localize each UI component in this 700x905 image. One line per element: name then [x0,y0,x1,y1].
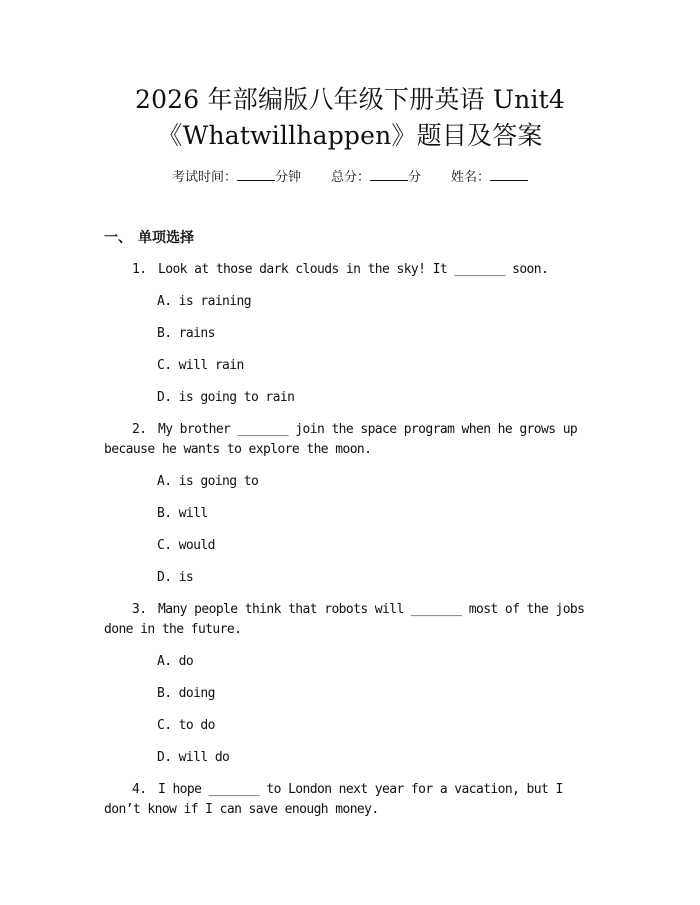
exam-score-unit: 分 [408,170,422,185]
exam-name-label: 姓名： [451,170,491,185]
question-3-option-c: C. to do [157,718,215,733]
question-2-option-b: B. will [157,506,208,521]
question-1-option-b: B. rains [157,326,215,341]
exam-time-label: 考试时间： [171,170,237,185]
document-title-line-2: 《Whatwillhappen》题目及答案 [157,121,543,150]
question-1-option-a: A. is raining [157,294,251,309]
question-2 [104,420,602,460]
exam-score [331,168,421,187]
section-heading [104,228,194,248]
question-3-option-b: B. doing [157,686,215,701]
question-1 [104,260,602,280]
question-3-option-a: A. do [157,654,194,669]
document-title-line-1: 2026 年部编版八年级下册英语 Unit4 [134,85,566,114]
exam-name [451,168,528,187]
exam-meta [0,168,700,187]
section-title: 单项选择 [138,230,194,246]
question-4 [104,780,602,820]
question-number: 2. [132,422,147,437]
question-text: Look at those dark clouds in the sky! It _______ soon. [158,262,549,277]
exam-score-label: 总分： [330,170,370,185]
exam-time [172,168,301,187]
exam-time-blank [237,168,275,181]
section-number: 一、 [104,230,132,246]
question-1-option-c: C. will rain [157,358,244,373]
question-number: 4. [132,782,147,797]
exam-time-unit: 分钟 [274,170,301,185]
exam-score-blank [370,168,408,181]
question-2-option-a: A. is going to [157,474,259,489]
question-text: I hope _______ to London next year for a vacation, but I don’t know if I can save enough money. [104,782,563,817]
question-2-option-d: D. is [157,570,194,585]
question-2-option-c: C. would [157,538,215,553]
exam-name-blank [490,168,528,181]
question-number: 3. [132,602,147,617]
question-1-option-d: D. is going to rain [157,390,295,405]
question-3-option-d: D. will do [157,750,230,765]
question-3 [104,600,602,640]
question-text: Many people think that robots will _______ most of the jobs done in the future. [104,602,585,637]
question-number: 1. [132,262,147,277]
question-text: My brother _______ join the space program when he grows up because he wants to explore the moon. [104,422,578,457]
